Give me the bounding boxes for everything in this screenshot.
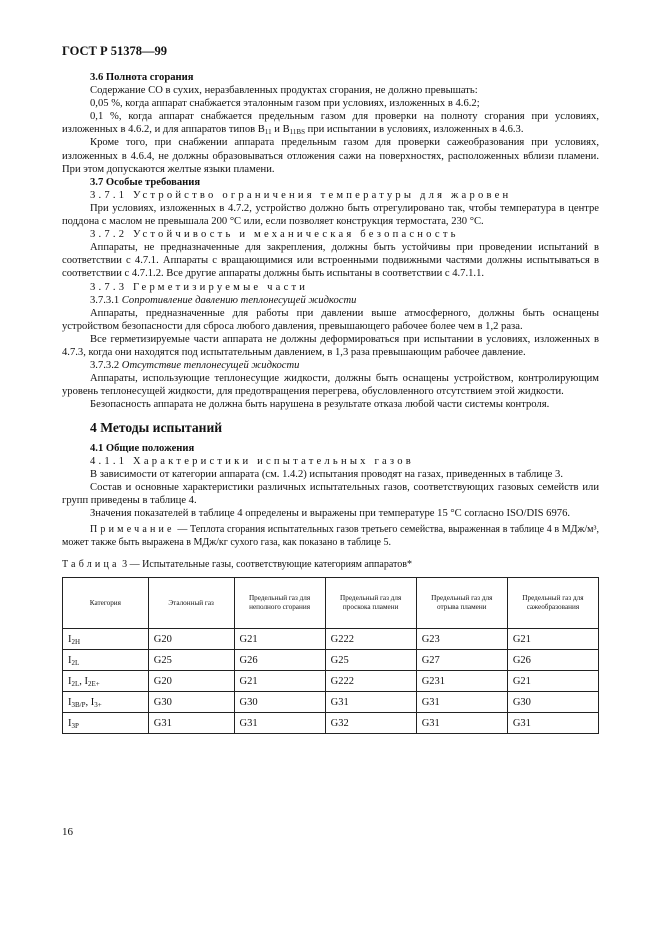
table-cell: G21 (507, 671, 598, 692)
table-cell: G25 (148, 650, 234, 671)
table-cell: G31 (507, 713, 598, 734)
section-3-7-3-1-title: 3.7.3.1 Сопротивление давлению теплонесущей жидкости (90, 294, 357, 306)
table-header-row (63, 578, 599, 629)
table-cell: G23 (416, 629, 507, 650)
category-cell: $I_{2H}$ (63, 629, 149, 650)
table-cell: G32 (325, 713, 416, 734)
paragraph: Состав и основные характеристики различных испытательных газов, соответствующих газовых семейств или групп приведены в таблице 4. (62, 481, 599, 506)
table-cell: G31 (148, 713, 234, 734)
paragraph: Аппараты, использующие теплонесущие жидкости, должны быть оснащены устройством, контролирующим уровень теплонесущей жидкости, для предотвращения перегрева, обусловленного отсутствием этой жидкости. (62, 373, 599, 398)
table-cell: G20 (148, 671, 234, 692)
paragraph: Безопасность аппарата не должна быть нарушена в результате отказа любой части системы контроля. (90, 399, 550, 411)
table-cell: G26 (507, 650, 598, 671)
table-cell: G21 (507, 629, 598, 650)
paragraph: 0,1 %, когда аппарат снабжается предельным газом для проверки на полноту сгорания при условиях, изложенных в 4.6.2, и для аппаратов типов $B_{11}$ и $B_{11BS}$ при испытании в условиях, изложенных в 4.6.3. (62, 111, 599, 137)
section-3-7-1-title: 3.7.1 Устройство ограничения температуры для жаровен (90, 189, 512, 201)
category-cell: $I_{2L}$, $I_{2E+}$ (63, 671, 149, 692)
column-header: Предельный газ для неполного сгорания (234, 578, 325, 629)
table-cell: G31 (416, 692, 507, 713)
section-3-7-3-2-title: 3.7.3.2 Отсутствие теплонесущей жидкости (90, 360, 300, 372)
paragraph: Все герметизируемые части аппарата не должны деформироваться при испытании в условиях, изложенных в 4.7.3, когда они находятся под испытательным давлением, в 1,3 раза превышающим рабочее давление. (62, 333, 599, 358)
section-3-6-title: 3.6 Полнота сгорания (90, 72, 194, 83)
table-row (63, 671, 599, 692)
table-cell: G222 (325, 671, 416, 692)
section-4-1-1-title: 4.1.1 Характеристики испытательных газов (90, 455, 414, 467)
column-header: Предельный газ для проскока пламени (325, 578, 416, 629)
document-body (62, 71, 599, 734)
section-3-7-3-title: 3.7.3 Герметизируемые части (90, 281, 309, 293)
section-4-title: 4 Методы испытаний (90, 420, 223, 436)
paragraph: 0,05 %, когда аппарат снабжается эталонным газом при условиях, изложенных в 4.6.2; (90, 98, 480, 110)
table-cell: G25 (325, 650, 416, 671)
table-row (63, 692, 599, 713)
column-header: Предельный газ для отрыва пламени (416, 578, 507, 629)
category-cell: $I_{3B/P}$, $I_{3+}$ (63, 692, 149, 713)
paragraph: Аппараты, предназначенные для работы при давлении выше атмосферного, должны быть оснащены устройством безопасности для сброса любого давления, превышающего рабочее более чем в 1,2 раза. (62, 307, 599, 332)
table-cell: G27 (416, 650, 507, 671)
category-cell: $I_{3P}$ (63, 713, 149, 734)
table-row (63, 650, 599, 671)
note: Примечание — Теплота сгорания испытательных газов третьего семейства, выраженная в таблице 4 в МДж/м³, может также быть выражена в МДж/кг сухого газа, как показано в таблице 5. (62, 524, 599, 549)
column-header: Эталонный газ (148, 578, 234, 629)
table-cell: G222 (325, 629, 416, 650)
table-row (63, 713, 599, 734)
table-cell: G20 (148, 629, 234, 650)
table-cell: G231 (416, 671, 507, 692)
paragraph: Содержание CO в сухих, неразбавленных продуктах сгорания, не должно превышать: (90, 85, 478, 97)
table-cell: G30 (234, 692, 325, 713)
column-header: Предельный газ для сажеобразования (507, 578, 598, 629)
paragraph: При условиях, изложенных в 4.7.2, устройство должно быть отрегулировано так, чтобы температура в центре поддона с маслом не превышала 200 °С или, если позволяет конструкция термостата, 230 °С. (62, 202, 599, 228)
table-cell: G31 (234, 713, 325, 734)
table-cell: G21 (234, 671, 325, 692)
table-caption: Таблица 3 — Испытательные газы, соответствующие категориям аппаратов* (62, 559, 412, 571)
category-cell: $I_{2L}$ (63, 650, 149, 671)
paragraph: Значения показателей в таблице 4 определены и выражены при температуре 15 °С согласно ISO/DIS 6976. (90, 508, 571, 519)
gas-table (62, 577, 599, 734)
page-header: ГОСТ Р 51378—99 (62, 44, 168, 58)
page-number: 16 (62, 826, 73, 838)
table-row (63, 629, 599, 650)
table-cell: G31 (416, 713, 507, 734)
section-3-7-title: 3.7 Особые требования (90, 176, 201, 188)
section-3-7-2-title: 3.7.2 Устойчивость и механическая безопасность (90, 229, 459, 241)
section-4-1-title: 4.1 Общие положения (90, 442, 195, 454)
paragraph: В зависимости от категории аппарата (см. 1.4.2) испытания проводят на газах, приведенных в таблице 3. (90, 468, 563, 480)
table-cell: G31 (325, 692, 416, 713)
table-cell: G30 (507, 692, 598, 713)
paragraph: Аппараты, не предназначенные для закрепления, должны быть устойчивы при проведении испытаний в соответствии с 4.7.1. Аппараты с вращающимися или встроенными подвижными частями должны испытываться в соответствии с 4.7.1.2. Все другие аппараты должны быть испытаны в соответствии с 4.7.1.1. (62, 242, 599, 280)
table-cell: G26 (234, 650, 325, 671)
table-cell: G21 (234, 629, 325, 650)
paragraph: Кроме того, при снабжении аппарата предельным газом для проверки сажеобразования при условиях, изложенных в 4.6.4, не должны образовываться отложения сажи на поверхностях, расположенных вблизи пламени. При этом допускаются желтые языки пламени. (62, 137, 599, 175)
column-header: Категория (63, 578, 149, 629)
table-cell: G30 (148, 692, 234, 713)
